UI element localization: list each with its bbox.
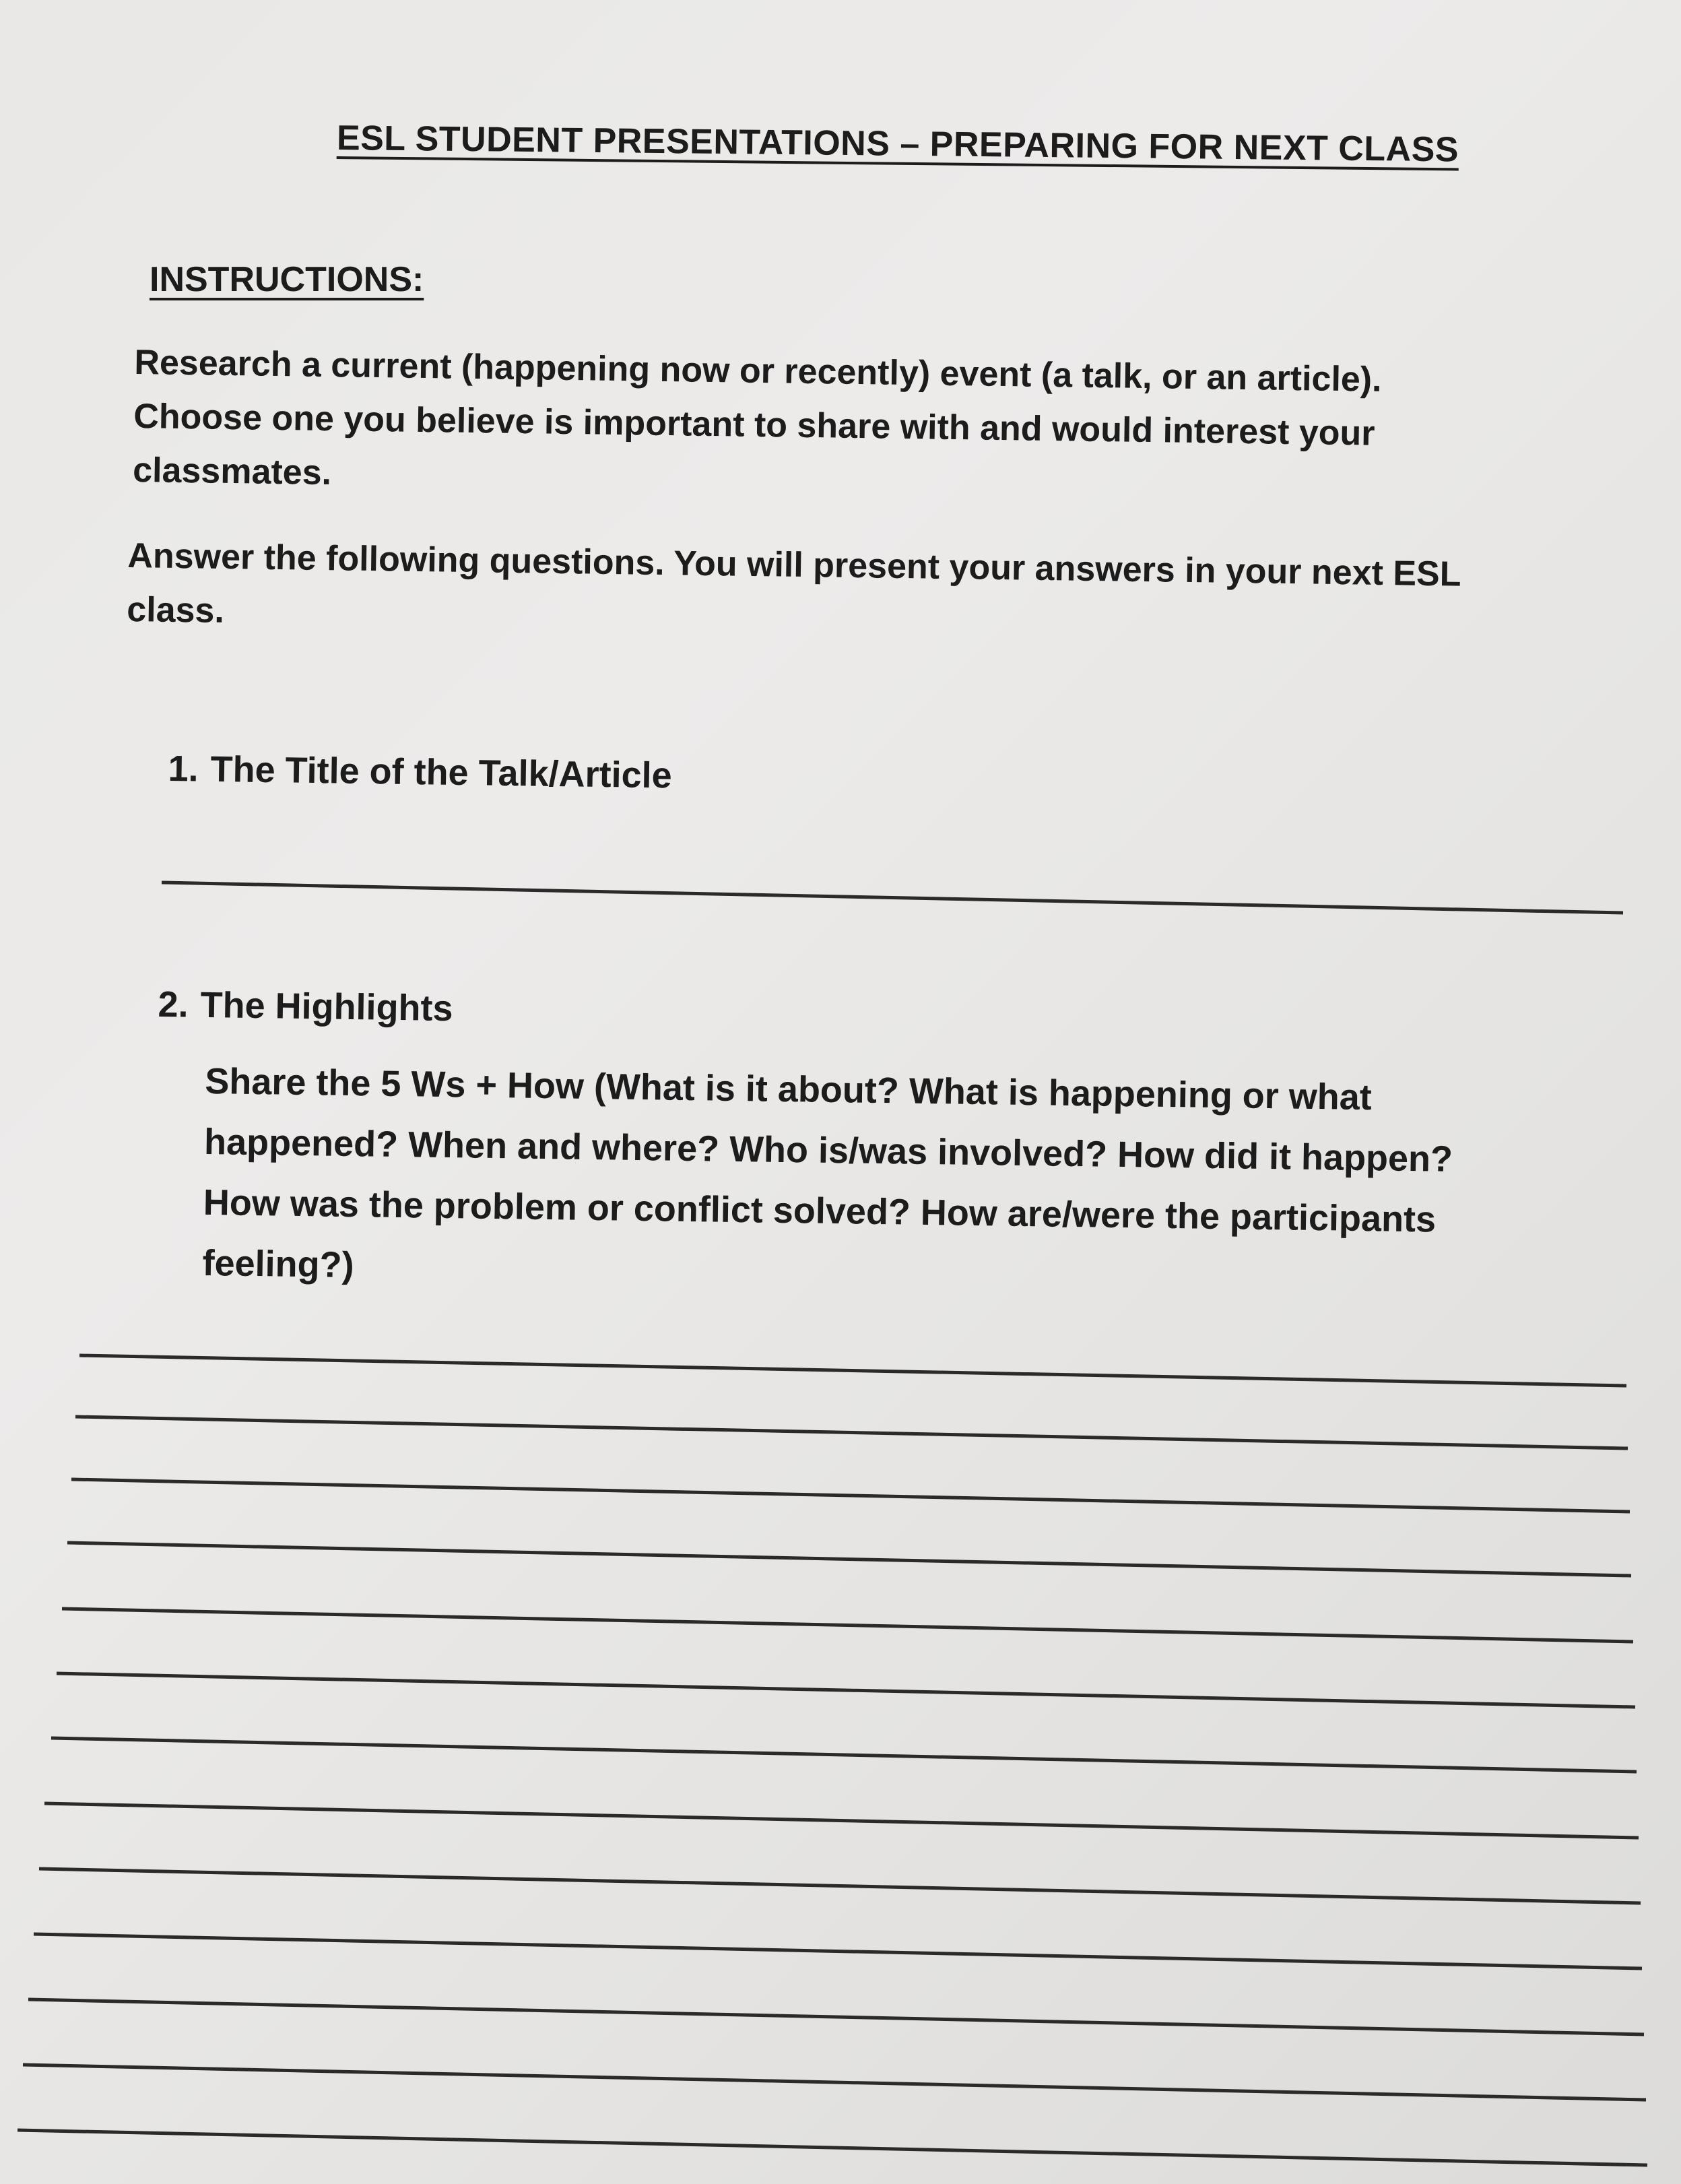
- instructions-line: Choose one you believe is important to share with and would interest your: [133, 396, 1375, 453]
- question-number: 2.: [158, 984, 189, 1025]
- answer-line[interactable]: [44, 1803, 1639, 1838]
- instructions-line: Answer the following questions. You will present your answers in your next ESL: [127, 536, 1461, 594]
- question-label: The Highlights: [200, 984, 453, 1029]
- answer-line[interactable]: [51, 1738, 1637, 1772]
- instructions-heading: INSTRUCTIONS:: [150, 260, 424, 299]
- worksheet-title: ESL STUDENT PRESENTATIONS – PREPARING FOR NEXT CLASS: [336, 119, 1459, 170]
- question-number: 1.: [168, 748, 199, 790]
- instructions-line: Research a current (happening now or recently) event (a talk, or an article).: [134, 342, 1382, 399]
- answer-line[interactable]: [57, 1673, 1635, 1707]
- answer-line[interactable]: [28, 1999, 1644, 2034]
- instructions-line: class.: [126, 589, 225, 631]
- answer-line[interactable]: [34, 1934, 1642, 1968]
- question-label: The Title of the Talk/Article: [210, 748, 673, 796]
- description-line: happened? When and where? Who is/was involved? How did it happen?: [203, 1121, 1453, 1180]
- answer-line[interactable]: [39, 1869, 1641, 1903]
- answer-line[interactable]: [79, 1355, 1626, 1386]
- answer-line[interactable]: [18, 2130, 1647, 2165]
- answer-line[interactable]: [75, 1417, 1628, 1448]
- answer-line[interactable]: [62, 1609, 1633, 1642]
- answer-line[interactable]: [71, 1479, 1630, 1512]
- description-line: Share the 5 Ws + How (What is it about? What is happening or what: [204, 1060, 1373, 1118]
- answer-line[interactable]: [23, 2065, 1646, 2100]
- description-line: How was the problem or conflict solved? How are/were the participants: [203, 1182, 1437, 1240]
- description-line: feeling?): [202, 1242, 354, 1286]
- answer-line[interactable]: [67, 1543, 1631, 1576]
- instructions-line: classmates.: [132, 450, 332, 493]
- answer-line-question-1[interactable]: [162, 882, 1623, 913]
